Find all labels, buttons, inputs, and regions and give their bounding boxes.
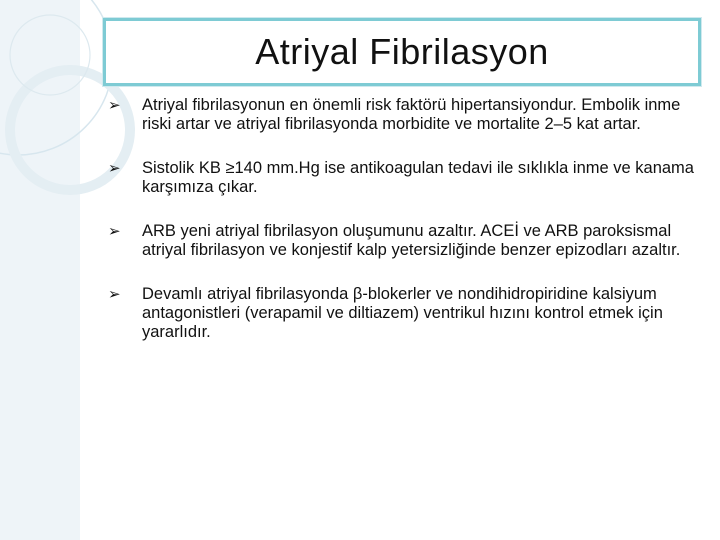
slide-title: Atriyal Fibrilasyon xyxy=(255,31,549,72)
bullet-item xyxy=(108,222,698,260)
bullet-text: Atriyal fibrilasyonun en önemli risk faktörü hipertansiyondur. Embolik inme riski artar ve atriyal fibrilasyonda morbidite ve mortalite 2–5 kat artar. xyxy=(142,96,681,133)
bullet-item xyxy=(108,159,698,197)
arrow-bullet-icon: ➢ xyxy=(108,286,121,303)
arrow-bullet-icon: ➢ xyxy=(108,223,121,240)
arrow-bullet-icon: ➢ xyxy=(108,97,121,114)
bullet-text: Devamlı atriyal fibrilasyonda β-blokerler ve nondihidropiridine kalsiyum antagonistleri (verapamil ve diltiazem) ventrikul hızını kontrol etmek için yararlıdır. xyxy=(142,285,663,341)
bullet-item xyxy=(108,96,698,134)
bullet-list xyxy=(108,96,698,367)
title-box xyxy=(103,18,701,86)
bullet-text: Sistolik KB ≥140 mm.Hg ise antikoagulan tedavi ile sıklıkla inme ve kanama karşımıza çıkar. xyxy=(142,159,694,196)
bullet-item xyxy=(108,285,698,342)
bullet-text: ARB yeni atriyal fibrilasyon oluşumunu azaltır. ACEİ ve ARB paroksismal atriyal fibrilasyon ve konjestif kalp yetersizliğinde benzer epizodları azaltır. xyxy=(142,222,681,259)
arrow-bullet-icon: ➢ xyxy=(108,160,121,177)
